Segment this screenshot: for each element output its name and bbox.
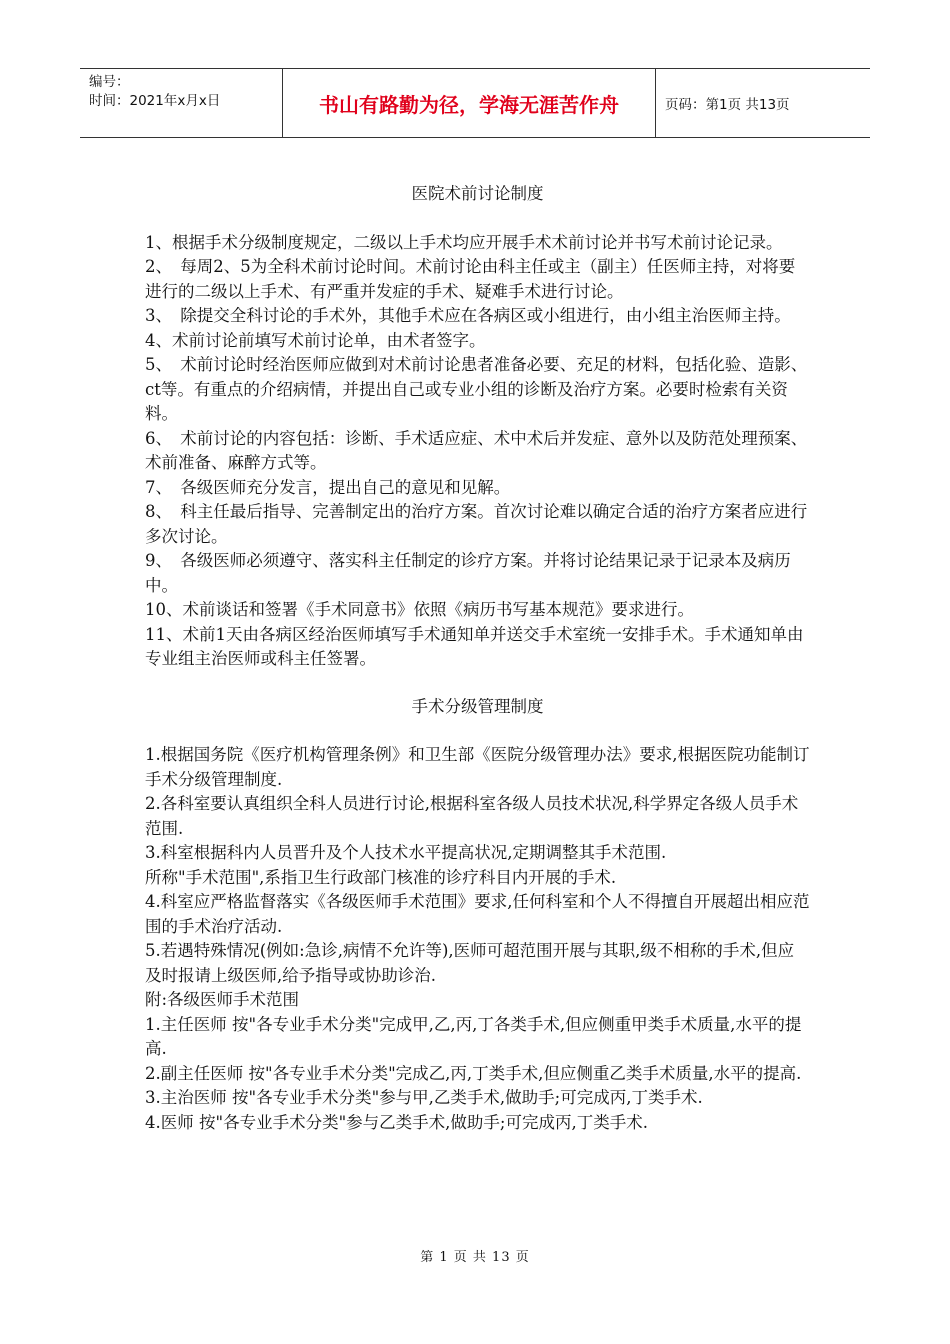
paragraph: 4.科室应严格监督落实《各级医师手术范围》要求,任何科室和个人不得擅自开展超出相应范围的手术治疗活动.	[145, 892, 810, 936]
header-meta	[80, 69, 282, 137]
paragraph: 8、 科主任最后指导、完善制定出的治疗方案。首次讨论难以确定合适的治疗方案者应进行多次讨论。	[145, 502, 808, 546]
paragraph: 5、 术前讨论时经治医师应做到对术前讨论患者准备必要、充足的材料，包括化验、造影、ct等。有重点的介绍病情，并提出自己或专业小组的诊断及治疗方案。必要时检索有关资料。	[145, 355, 808, 423]
header-motto: 书山有路勤为径，学海无涯苦作舟	[282, 69, 656, 137]
paragraph: 9、 各级医师必须遵守、落实科主任制定的诊疗方案。并将讨论结果记录于记录本及病历中。	[145, 551, 791, 595]
paragraph: 7、 各级医师充分发言，提出自己的意见和见解。	[145, 477, 511, 497]
header-page-info: 页码：第1页 共13页	[665, 97, 790, 113]
paragraph: 1.主任医师 按"各专业手术分类"完成甲,乙,丙,丁各类手术,但应侧重甲类手术质量,水平的提高.	[145, 1014, 802, 1058]
paragraph: 10、术前谈话和签署《手术同意书》依照《病历书写基本规范》要求进行。	[145, 600, 694, 619]
paragraph: 2、 每周2、5为全科术前讨论时间。术前讨论由科主任或主（副主）任医师主持，对将要进行的二级以上手术、有严重并发症的手术、疑难手术进行讨论。	[145, 257, 796, 301]
page-header	[80, 68, 870, 138]
time-label: 时间：2021年x月x日	[89, 93, 221, 109]
paragraph: 1.根据国务院《医疗机构管理条例》和卫生部《医院分级管理办法》要求,根据医院功能制订手术分级管理制度.	[145, 745, 810, 789]
paragraph: 3.科室根据科内人员晋升及个人技术水平提高状况,定期调整其手术范围.	[145, 843, 667, 862]
paragraph: 1、根据手术分级制度规定，二级以上手术均应开展手术术前讨论并书写术前讨论记录。	[145, 232, 783, 252]
page-footer: 第 1 页 共 13 页	[420, 1250, 530, 1265]
paragraph: 3、 除提交全科讨论的手术外，其他手术应在各病区或小组进行，由小组主治医师主持。	[145, 306, 791, 325]
document-body	[145, 182, 810, 1135]
paragraph: 11、术前1天由各病区经治医师填写手术通知单并送交手术室统一安排手术。手术通知单由专业组主治医师或科主任签署。	[145, 624, 804, 668]
section-title: 手术分级管理制度	[411, 696, 544, 716]
paragraph: 2.副主任医师 按"各专业手术分类"完成乙,丙,丁类手术,但应侧重乙类手术质量,水平的提高.	[145, 1063, 802, 1083]
section-title: 医院术前讨论制度	[411, 184, 544, 203]
paragraph: 所称"手术范围",系指卫生行政部门核准的诊疗科目内开展的手术.	[145, 867, 617, 887]
paragraph: 3.主治医师 按"各专业手术分类"参与甲,乙类手术,做助手;可完成丙,丁类手术.	[145, 1088, 703, 1107]
paragraph: 2.各科室要认真组织全科人员进行讨论,根据科室各级人员技术状况,科学界定各级人员手术范围.	[145, 794, 799, 838]
paragraph: 5.若遇特殊情况(例如:急诊,病情不允许等),医师可超范围开展与其职,级不相称的手术,但应及时报请上级医师,给予指导或协助诊治.	[145, 941, 795, 985]
paragraph: 6、 术前讨论的内容包括：诊断、手术适应症、术中术后并发症、意外以及防范处理预案、术前准备、麻醉方式等。	[145, 428, 808, 472]
paragraph: 4.医师 按"各专业手术分类"参与乙类手术,做助手;可完成丙,丁类手术.	[145, 1112, 648, 1132]
paragraph: 附:各级医师手术范围	[145, 990, 300, 1009]
paragraph: 4、术前讨论前填写术前讨论单，由术者签字。	[145, 330, 486, 350]
number-label: 编号：	[89, 74, 130, 90]
